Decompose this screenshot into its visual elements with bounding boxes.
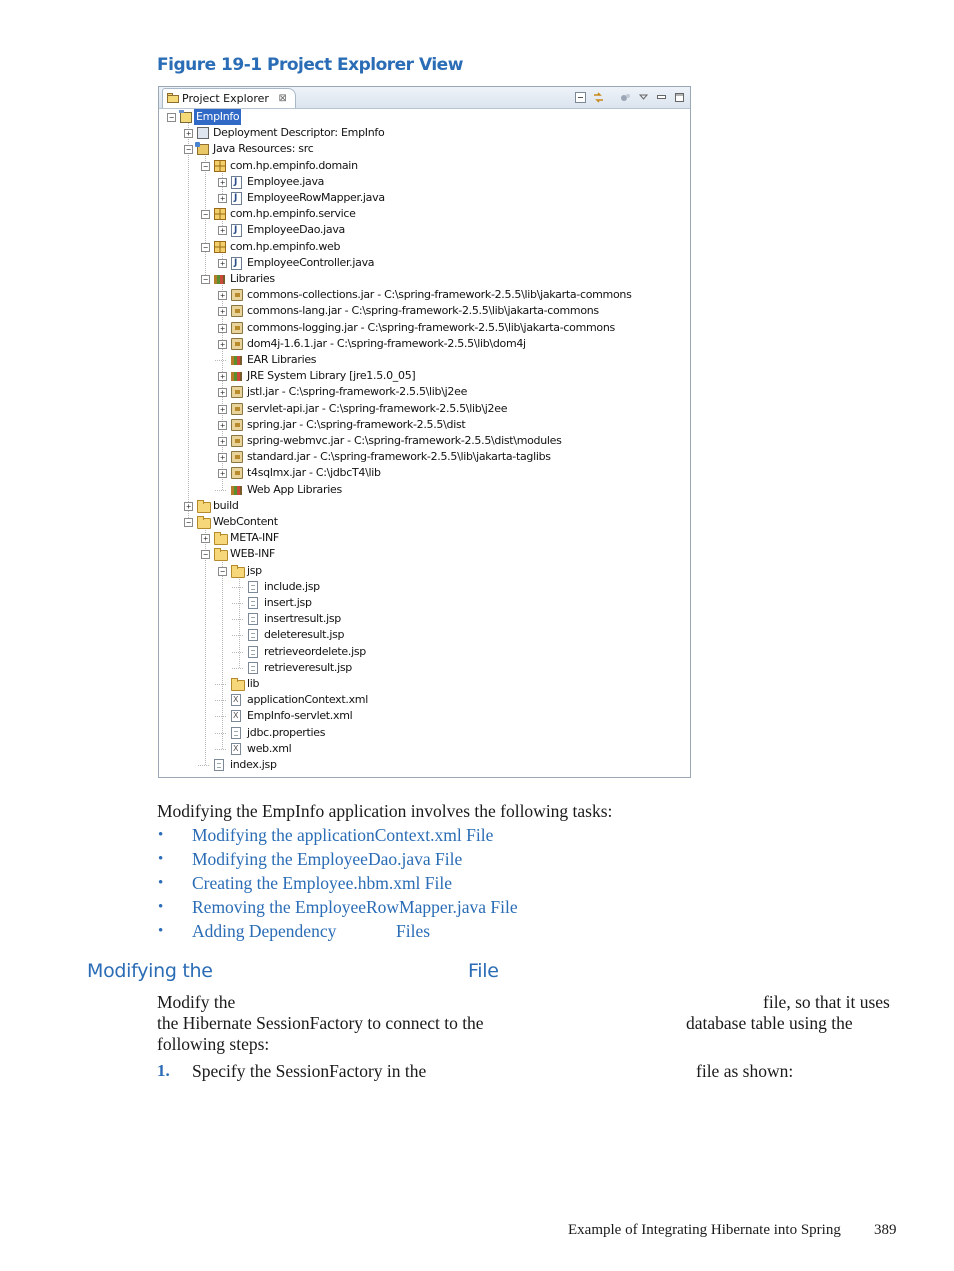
tree-item-label: dom4j-1.6.1.jar - C:\spring-framework-2.5.5\lib\dom4j — [247, 336, 526, 350]
section-heading-end: File — [468, 960, 499, 982]
file-icon — [248, 613, 258, 625]
jar-icon — [231, 322, 243, 334]
file-icon — [248, 629, 258, 641]
collapse-icon[interactable]: − — [201, 210, 210, 219]
expand-icon[interactable]: + — [218, 226, 227, 235]
expand-icon[interactable]: + — [218, 453, 227, 462]
tree-item-label: Java Resources: src — [213, 142, 314, 156]
package-icon — [214, 208, 226, 220]
expand-icon[interactable]: + — [218, 437, 227, 446]
jar-icon — [231, 386, 243, 398]
folder-icon — [197, 518, 211, 529]
tree-item[interactable] — [218, 725, 679, 741]
jar-icon — [231, 435, 243, 447]
step-number: 1. — [157, 1061, 170, 1080]
expand-icon[interactable]: + — [218, 194, 227, 203]
task-link-dependency-files[interactable]: Files — [396, 921, 431, 941]
expand-icon[interactable]: + — [218, 372, 227, 381]
collapse-icon[interactable]: − — [201, 243, 210, 252]
jar-icon — [231, 451, 243, 463]
tree-item[interactable] — [218, 336, 679, 352]
para-line1-end: file, so that it uses — [763, 992, 890, 1012]
tree-branch-line — [232, 668, 243, 669]
minimize-icon[interactable] — [655, 91, 668, 104]
source-icon — [197, 144, 209, 155]
tree-branch-line — [215, 360, 226, 361]
tree-item[interactable] — [218, 368, 679, 384]
tree-item[interactable] — [235, 579, 679, 595]
xml-icon — [231, 743, 241, 755]
folder-icon — [231, 567, 245, 578]
tree-item[interactable] — [201, 530, 679, 546]
collapse-icon[interactable]: − — [184, 145, 193, 154]
tree-item-label: deleteresult.jsp — [264, 628, 345, 642]
expand-icon[interactable]: + — [218, 324, 227, 333]
figure-caption: Figure 19-1 Project Explorer View — [157, 55, 463, 75]
tree-item-label: Employee.java — [247, 174, 325, 188]
tree-branch-line — [232, 635, 243, 636]
bullet: • — [158, 827, 164, 843]
tree-branch-line — [215, 700, 226, 701]
tree-item-label: WEB-INF — [230, 547, 276, 561]
tree-item[interactable] — [235, 611, 679, 627]
tree-item-label: com.hp.empinfo.web — [230, 239, 341, 253]
tree-item-label: index.jsp — [230, 758, 277, 771]
tree-item-label: EmployeeRowMapper.java — [247, 191, 385, 204]
filters-icon[interactable] — [619, 91, 632, 104]
tree-branch-line — [232, 652, 243, 653]
para-line1-start: Modify the — [157, 992, 236, 1012]
tree-item[interactable] — [235, 595, 679, 611]
tree-item-label: Libraries — [230, 272, 275, 285]
tree-item[interactable] — [218, 255, 679, 271]
tree-branch-line — [232, 603, 243, 604]
tree-item-label: JRE System Library [jre1.5.0_05] — [247, 369, 416, 383]
tree-item[interactable] — [218, 190, 679, 206]
expand-icon[interactable]: + — [184, 502, 193, 511]
expand-icon[interactable]: + — [218, 178, 227, 187]
tree-item-label: EmployeeController.java — [247, 255, 375, 269]
bullet: • — [158, 899, 164, 915]
step-text-end: file as shown: — [696, 1061, 794, 1081]
expand-icon[interactable]: + — [218, 388, 227, 397]
explorer-toolbar — [574, 89, 686, 105]
file-icon — [248, 646, 258, 658]
tree-item[interactable] — [218, 401, 679, 417]
tree-item-label: spring-webmvc.jar - C:\spring-framework-2.5.5\dist\modules — [247, 434, 562, 447]
library-icon — [231, 372, 242, 381]
intro-text: Modifying the EmpInfo application involves the following tasks: — [157, 801, 613, 821]
collapse-icon[interactable]: − — [184, 518, 193, 527]
tree-branch-line — [215, 716, 226, 717]
tree-item[interactable] — [218, 433, 679, 449]
tree-item-label: com.hp.empinfo.domain — [230, 158, 358, 172]
tab-label: Project Explorer — [182, 92, 269, 105]
project-explorer-tab[interactable] — [162, 88, 296, 108]
tree-branch-line — [215, 684, 226, 685]
package-icon — [214, 160, 226, 172]
explorer-header — [159, 87, 690, 109]
view-menu-icon[interactable] — [637, 91, 650, 104]
expand-icon[interactable]: + — [218, 405, 227, 414]
collapse-icon[interactable]: − — [201, 550, 210, 559]
jar-icon — [231, 419, 243, 431]
tree-item-label: com.hp.empinfo.service — [230, 207, 356, 221]
jar-icon — [231, 403, 243, 415]
jar-icon — [231, 305, 243, 317]
tree-item[interactable] — [218, 303, 679, 319]
folder-icon — [197, 502, 211, 513]
tree-item[interactable] — [184, 514, 679, 530]
expand-icon[interactable]: + — [218, 291, 227, 300]
collapse-all-icon[interactable] — [574, 91, 587, 104]
collapse-icon[interactable]: − — [218, 567, 227, 576]
library-icon — [231, 356, 242, 365]
jar-icon — [231, 289, 243, 301]
file-icon — [214, 759, 224, 771]
tree-item[interactable] — [218, 465, 679, 481]
tree-item-label: retrieveordelete.jsp — [264, 644, 366, 658]
collapse-icon[interactable]: − — [201, 275, 210, 284]
tree-item-label: include.jsp — [264, 579, 320, 593]
para-line3: following steps: — [157, 1034, 270, 1054]
tree-item[interactable] — [235, 644, 679, 660]
tree-item[interactable] — [184, 125, 679, 141]
tree-item-label: commons-logging.jar - C:\spring-framework-2.5.5\lib\jakarta-commons — [247, 320, 615, 334]
tree-item-label: applicationContext.xml — [247, 693, 368, 707]
tree-branch-line — [232, 619, 243, 620]
tree-item-label: web.xml — [247, 741, 292, 755]
jar-icon — [231, 467, 243, 479]
expand-icon[interactable]: + — [218, 259, 227, 268]
tree-item-label: EmpInfo-servlet.xml — [247, 709, 353, 723]
expand-icon[interactable]: + — [184, 129, 193, 138]
tree-item[interactable] — [218, 417, 679, 433]
tree-item[interactable] — [201, 158, 679, 174]
tree-item-label: build — [213, 498, 239, 512]
file-icon — [248, 597, 258, 609]
tree-item[interactable] — [218, 449, 679, 465]
folder-icon — [214, 534, 228, 545]
tree-item[interactable] — [184, 141, 679, 157]
tree-branch-line — [215, 749, 226, 750]
toolbar-separator — [610, 91, 614, 104]
tree-item[interactable] — [201, 546, 679, 562]
tree-item-label: commons-lang.jar - C:\spring-framework-2.5.5\lib\jakarta-commons — [247, 304, 599, 318]
tree-item[interactable] — [201, 271, 679, 287]
java-icon — [231, 176, 242, 189]
tree-item-label: t4sqlmx.jar - C:\jdbcT4\lib — [247, 466, 381, 480]
bullet: • — [158, 851, 164, 867]
tree-item-label: EmpInfo — [196, 110, 240, 123]
tree-branch-line — [215, 733, 226, 734]
tree-item[interactable] — [218, 174, 679, 190]
tree-connector-line — [188, 121, 189, 522]
package-icon — [214, 241, 226, 253]
java-icon — [231, 257, 242, 270]
java-icon — [231, 224, 242, 237]
tree-item-label: META-INF — [230, 531, 279, 545]
tree-item-label: Web App Libraries — [247, 482, 342, 496]
tree-item-label: jsp — [247, 563, 262, 577]
tree-item[interactable] — [218, 384, 679, 400]
step-text-start: Specify the SessionFactory in the — [192, 1061, 427, 1081]
java-icon — [231, 192, 242, 205]
tree-branch-line — [232, 587, 243, 588]
xml-icon — [231, 694, 241, 706]
project-icon — [180, 112, 192, 123]
project-explorer-panel — [158, 86, 691, 778]
expand-icon[interactable]: + — [218, 469, 227, 478]
tree-item[interactable] — [201, 757, 679, 773]
task-link-rowmapper[interactable]: Removing the EmployeeRowMapper.java File — [192, 897, 518, 917]
expand-icon[interactable]: + — [218, 421, 227, 430]
tree-item[interactable] — [218, 708, 679, 724]
library-icon — [214, 275, 225, 284]
tab-close-icon[interactable]: ⊠ — [278, 93, 287, 104]
para-line2-end: database table using the — [686, 1013, 853, 1033]
file-icon — [248, 662, 258, 674]
tree-item[interactable] — [218, 741, 679, 757]
project-tree — [159, 108, 690, 777]
section-heading-start: Modifying the — [87, 960, 213, 982]
footer-title: Example of Integrating Hibernate into Spring — [568, 1222, 841, 1238]
expand-icon[interactable]: + — [218, 340, 227, 349]
tree-branch-line — [198, 765, 209, 766]
tree-item[interactable] — [218, 692, 679, 708]
tree-item-label: insert.jsp — [264, 596, 312, 609]
folder-icon — [214, 550, 228, 561]
bullet: • — [158, 923, 164, 939]
tree-item[interactable] — [218, 352, 679, 368]
tree-item-label: spring.jar - C:\spring-framework-2.5.5\dist — [247, 417, 466, 431]
para-line2-start: the Hibernate SessionFactory to connect to the — [157, 1013, 484, 1033]
tree-item-label: insertresult.jsp — [264, 612, 341, 626]
tree-item[interactable] — [201, 239, 679, 255]
tree-item-label: retrieveresult.jsp — [264, 660, 352, 674]
project-explorer-icon — [167, 90, 179, 100]
task-link-applicationcontext[interactable]: Modifying the applicationContext.xml File — [192, 825, 494, 845]
task-link-employeedao[interactable]: Modifying the EmployeeDao.java File — [192, 849, 463, 869]
tree-item[interactable] — [184, 498, 679, 514]
task-link-dependency[interactable]: Adding Dependency — [192, 921, 337, 941]
expand-icon[interactable]: + — [218, 307, 227, 316]
collapse-icon[interactable]: − — [167, 113, 176, 122]
tree-item-label: commons-collections.jar - C:\spring-framework-2.5.5\lib\jakarta-commons — [247, 288, 632, 302]
tree-item[interactable] — [218, 482, 679, 498]
tree-item[interactable] — [167, 109, 679, 125]
folder-icon — [231, 680, 245, 691]
tree-item-label: Deployment Descriptor: EmpInfo — [213, 126, 385, 140]
link-with-editor-icon[interactable] — [592, 91, 605, 104]
tree-item[interactable] — [218, 222, 679, 238]
collapse-icon[interactable]: − — [201, 162, 210, 171]
tree-item[interactable] — [235, 660, 679, 676]
tree-item[interactable] — [218, 320, 679, 336]
xml-icon — [231, 710, 241, 722]
tree-item[interactable] — [201, 206, 679, 222]
jar-icon — [231, 338, 243, 350]
tree-item-label: standard.jar - C:\spring-framework-2.5.5\lib\jakarta-taglibs — [247, 450, 551, 464]
tree-item-label: WebContent — [213, 515, 278, 528]
tree-item-label: jstl.jar - C:\spring-framework-2.5.5\lib\j2ee — [247, 385, 468, 399]
descriptor-icon — [197, 127, 209, 139]
expand-icon[interactable]: + — [201, 534, 210, 543]
tree-branch-line — [215, 490, 226, 491]
tree-item-label: servlet-api.jar - C:\spring-framework-2.5.5\lib\j2ee — [247, 401, 508, 415]
tree-item-label: jdbc.properties — [247, 725, 326, 739]
tree-item-label: lib — [247, 677, 260, 690]
library-icon — [231, 486, 242, 495]
tree-item[interactable] — [218, 287, 679, 303]
page-number: 389 — [874, 1222, 897, 1238]
bullet: • — [158, 875, 164, 891]
tree-item[interactable] — [235, 627, 679, 643]
tree-item[interactable] — [218, 563, 679, 579]
task-link-hbm-xml[interactable]: Creating the Employee.hbm.xml File — [192, 873, 453, 893]
tree-item[interactable] — [218, 676, 679, 692]
file-icon — [248, 581, 258, 593]
tree-item-label: EmployeeDao.java — [247, 223, 345, 237]
tree-item-label: EAR Libraries — [247, 353, 317, 366]
maximize-icon[interactable] — [673, 91, 686, 104]
file-icon — [231, 727, 241, 739]
